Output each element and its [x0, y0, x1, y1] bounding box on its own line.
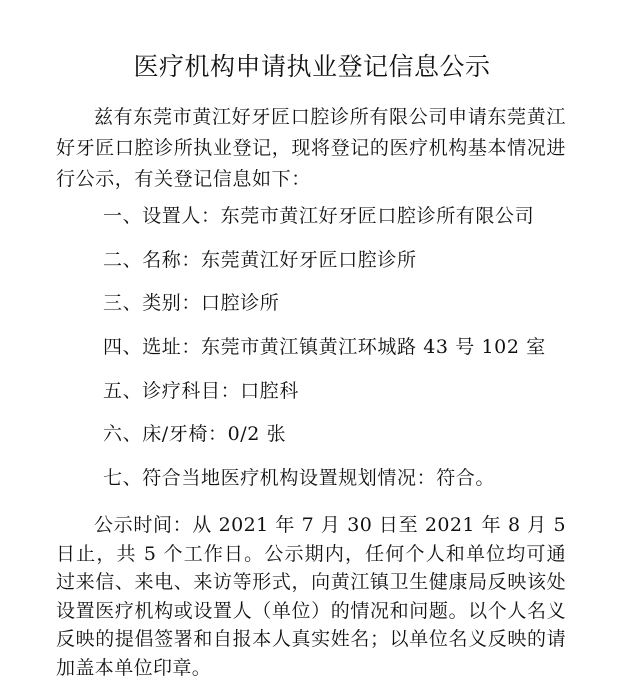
info-item-name: 二、名称：东莞黄江好牙匠口腔诊所 [103, 248, 417, 271]
info-item-departments: 五、诊疗科目：口腔科 [103, 379, 300, 402]
info-item-establisher: 一、设置人：东莞市黄江好牙匠口腔诊所有限公司 [103, 205, 535, 227]
registration-info-list [103, 202, 546, 508]
publicity-notice-paragraph: 公示时间：从 2021 年 7 月 30 日至 2021 年 8 月 5 日止，共 5 个工作日。公示期内，任何个人和单位均可通过来信、来电、来访等形式，向黄江镇卫生健康局反映该处设置医疗机构或设置人（单位）的情况和问题。以个人名义反映的提倡签署和自报本人真实姓名；以单位名义反映的请加盖本单位印章。 [56, 514, 566, 679]
info-item-beds-chairs: 六、床/牙椅：0/2 张 [103, 423, 287, 446]
intro-paragraph: 兹有东莞市黄江好牙匠口腔诊所有限公司申请东莞黄江好牙匠口腔诊所执业登记，现将登记的医疗机构基本情况进行公示，有关登记信息如下： [56, 106, 566, 190]
info-item-category: 三、类别：口腔诊所 [103, 292, 280, 315]
info-item-planning-compliance: 七、符合当地医疗机构设置规划情况：符合。 [103, 467, 496, 490]
document-title: 医疗机构申请执业登记信息公示 [133, 52, 491, 81]
info-item-address: 四、选址：东莞市黄江镇黄江环城路 43 号 102 室 [103, 336, 546, 359]
